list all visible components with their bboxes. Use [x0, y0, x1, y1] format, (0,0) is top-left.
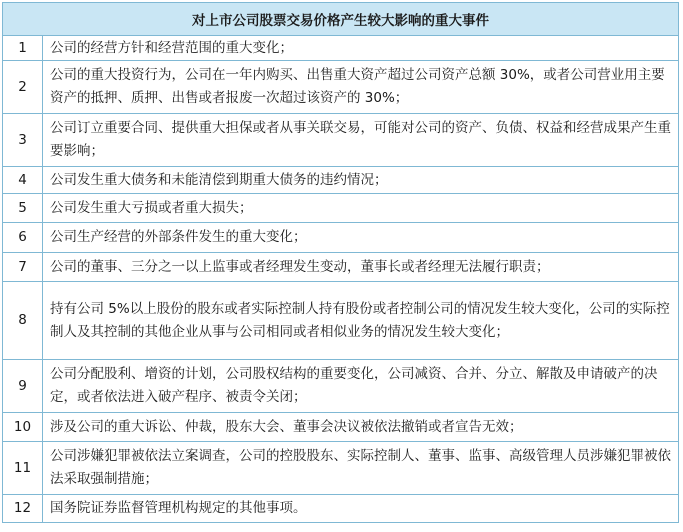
row-number: 5 — [3, 194, 43, 223]
table-title: 对上市公司股票交易价格产生较大影响的重大事件 — [3, 3, 679, 36]
row-number: 9 — [3, 360, 43, 413]
row-text: 公司发生重大债务和未能清偿到期重大债务的违约情况； — [43, 167, 679, 194]
row-number: 2 — [3, 61, 43, 114]
table-row — [3, 194, 679, 223]
row-text: 公司涉嫌犯罪被依法立案调查，公司的控股股东、实际控制人、董事、监事、高级管理人员涉嫌犯罪被依法采取强制措施； — [43, 442, 679, 495]
row-text: 公司发生重大亏损或者重大损失； — [43, 194, 679, 223]
row-number: 12 — [3, 495, 43, 523]
row-text: 涉及公司的重大诉讼、仲裁，股东大会、董事会决议被依法撤销或者宣告无效； — [43, 413, 679, 442]
table-row — [3, 167, 679, 194]
row-text: 公司分配股利、增资的计划，公司股权结构的重要变化，公司减资、合并、分立、解散及申请破产的决定，或者依法进入破产程序、被责令关闭； — [43, 360, 679, 413]
table-row — [3, 442, 679, 495]
table-row — [3, 282, 679, 360]
table-row — [3, 253, 679, 282]
row-text: 公司的经营方针和经营范围的重大变化； — [43, 36, 679, 61]
table-row — [3, 495, 679, 523]
major-events-table — [2, 2, 679, 523]
row-number: 7 — [3, 253, 43, 282]
table-row — [3, 36, 679, 61]
row-number: 4 — [3, 167, 43, 194]
table-row — [3, 413, 679, 442]
row-number: 10 — [3, 413, 43, 442]
row-number: 6 — [3, 223, 43, 253]
row-text: 公司的重大投资行为，公司在一年内购买、出售重大资产超过公司资产总额 30%，或者公司营业用主要资产的抵押、质押、出售或者报废一次超过该资产的 30%； — [43, 61, 679, 114]
row-number: 1 — [3, 36, 43, 61]
row-number: 11 — [3, 442, 43, 495]
table-row — [3, 61, 679, 114]
row-text: 公司订立重要合同、提供重大担保或者从事关联交易，可能对公司的资产、负债、权益和经营成果产生重要影响； — [43, 114, 679, 167]
table-header-row — [3, 3, 679, 36]
row-text: 国务院证券监督管理机构规定的其他事项。 — [43, 495, 679, 523]
events-table-container — [2, 2, 679, 523]
row-text: 公司的董事、三分之一以上监事或者经理发生变动，董事长或者经理无法履行职责； — [43, 253, 679, 282]
table-row — [3, 114, 679, 167]
row-number: 3 — [3, 114, 43, 167]
row-number: 8 — [3, 282, 43, 360]
table-row — [3, 223, 679, 253]
row-text: 持有公司 5%以上股份的股东或者实际控制人持有股份或者控制公司的情况发生较大变化，公司的实际控制人及其控制的其他企业从事与公司相同或者相似业务的情况发生较大变化； — [43, 282, 679, 360]
row-text: 公司生产经营的外部条件发生的重大变化； — [43, 223, 679, 253]
table-row — [3, 360, 679, 413]
